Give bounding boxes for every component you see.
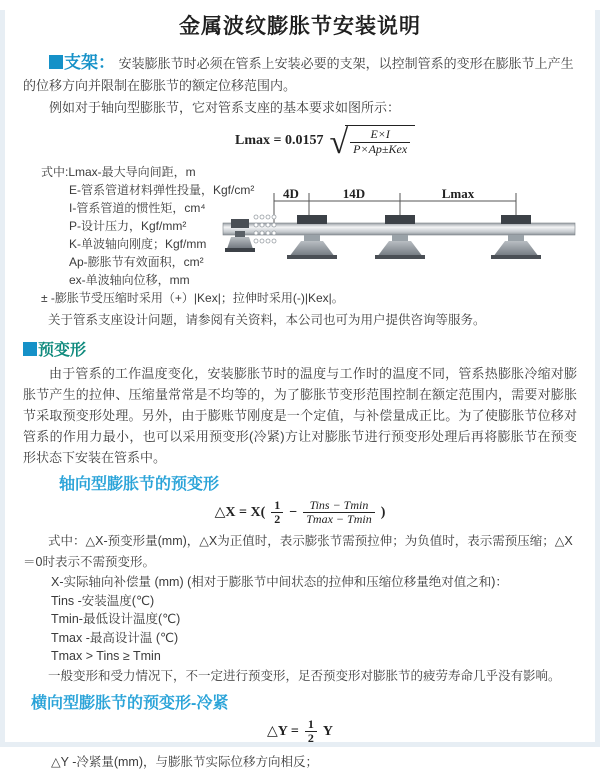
sqrt-radical: [329, 124, 415, 162]
dim-label-lmax: Lmax: [441, 185, 475, 201]
definition-line: I-管系管道的惯性矩，cm⁴: [69, 200, 206, 215]
support-intro-paragraph: [23, 52, 577, 97]
lateral-subsection-heading: 横向型膨胀节的预变形-冷紧: [31, 694, 229, 712]
axial-formula-minus: −: [289, 505, 298, 521]
axial-line: Tmin-最低设计温度(℃): [51, 612, 181, 627]
support-intro-text: 安装膨胀节时必须在管系上安装必要的支架，以控制管系的变形在膨胀节上产生的位移方向并限制在膨胀节的额定位移范围内。: [23, 56, 574, 93]
sqrt-sign-icon: √: [329, 124, 349, 162]
axial-line: X-实际轴向补偿量 (mm) (相对于膨胀节中间状态的拉伸和压缩位移量绝对值之和)：: [51, 575, 508, 590]
axial-formula-half-fraction: [271, 499, 283, 528]
definition-line: 式中:Lmax-最大导向间距，m: [41, 164, 196, 179]
axial-explain-paragraph: 式中：△X-预变形量(mm)，△X为正值时，表示膨张节需预拉伸；为负值时，表示需预压缩；△X＝0时表示不需预变形。: [23, 534, 573, 570]
lateral-formula-lhs: △Y =: [267, 724, 299, 740]
lateral-formula-fraction: [305, 718, 317, 747]
axial-formula-open: △X = X(: [214, 505, 266, 521]
lmax-fraction: [350, 128, 410, 157]
section-square-icon: [49, 55, 63, 69]
axial-subsection-heading: 轴向型膨胀节的预变形: [59, 475, 220, 493]
pre-deform-heading-row: [23, 340, 577, 361]
axial-line: Tins -安装温度(℃): [51, 593, 155, 608]
axial-line: Tmax -最高设计温 (℃): [51, 630, 179, 645]
temp-fraction-numerator: Tins − Tmin: [303, 499, 374, 514]
dim-label-4d: 4D: [283, 185, 299, 201]
lateral-fraction-denominator: 2: [307, 731, 314, 746]
page-title: 金属波纹膨胀节安装说明: [179, 15, 421, 38]
definition-line: ex-单波轴向位移，mm: [69, 272, 190, 287]
definition-line: K-单波轴向刚度；Kgf/mm: [69, 236, 207, 251]
lateral-fraction-numerator: 1: [305, 718, 317, 733]
guide-support: [491, 215, 541, 259]
half-numerator: 1: [271, 499, 283, 514]
pipe-support-diagram: [223, 187, 575, 279]
support-note-text: 关于管系支座设计问题，请参阅有关资料，本公司也可为用户提供咨询等服务。: [48, 312, 486, 327]
half-denominator: 2: [274, 512, 281, 527]
lmax-formula-lhs: Lmax = 0.0157: [235, 133, 324, 149]
axial-formula-close: ): [380, 505, 386, 521]
guide-support: [287, 215, 337, 259]
pre-deform-paragraph: 由于管系的工作温度变化，安装膨胀节时的温度与工作时的温度不同，管系热膨胀冷缩对膨胀节产生的拉伸、压缩量常常是不均等的，为了膨胀节变形范围控制在额定范围内，需要对膨胀节采取预变形处理。另外，由于膨账节刚度是一个定值，与补偿量成正比。为了使膨胀节位移对管系的作用力最小，也可以采用预变形(冷紧)方让对膨胀节进行预变形处理后再将膨胀节在预变形状态下安装在管系中。: [23, 365, 577, 465]
support-section-heading: 支架：: [64, 53, 115, 72]
axial-closing-text: 一般变形和受力情况下，不一定进行预变形，足否预变形对膨胀节的疲劳寿命几乎没有影响。: [48, 668, 561, 683]
guide-support: [375, 215, 425, 259]
lmax-fraction-denominator: P×Ap±Kex: [353, 141, 408, 156]
definitions-and-diagram: [23, 163, 577, 307]
lmax-fraction-numerator: E×I: [350, 128, 410, 143]
definition-line: E-管系管道材料弹性投量，Kgf/cm²: [69, 182, 255, 197]
sqrt-content: [345, 125, 415, 157]
lateral-definition-text: △Y -冷紧量(mm)，与膨胀节实际位移方向相反；: [51, 755, 319, 770]
temp-fraction-denominator: Tmax − Tmin: [306, 512, 372, 527]
lateral-formula: [23, 718, 577, 747]
definition-line: Ap-膨胀节有效面积，cm²: [69, 254, 204, 269]
pre-deform-section-heading: 预变形: [38, 341, 87, 359]
lmax-formula: [235, 124, 577, 162]
axial-formula-temp-fraction: [303, 499, 374, 528]
section-square-icon: [23, 342, 37, 356]
page-content: [5, 52, 595, 773]
dim-label-14d: 14D: [342, 185, 366, 201]
lateral-formula-rhs: Y: [322, 724, 333, 740]
support-example-text: 例如对于轴向型膨胀节，它对管系支座的基本要求如图所示：: [49, 100, 401, 115]
axial-line: Tmax > Tins ≥ Tmin: [51, 649, 161, 664]
document-page: [0, 10, 600, 770]
definition-line: P-设计压力，Kgf/mm²: [69, 218, 187, 233]
definition-line: ± -膨胀节受压缩时采用（+）|Kex|；拉伸时采用(-)|Kex|。: [41, 290, 344, 305]
axial-formula: [23, 499, 577, 528]
axial-definition-lines: [51, 573, 577, 666]
